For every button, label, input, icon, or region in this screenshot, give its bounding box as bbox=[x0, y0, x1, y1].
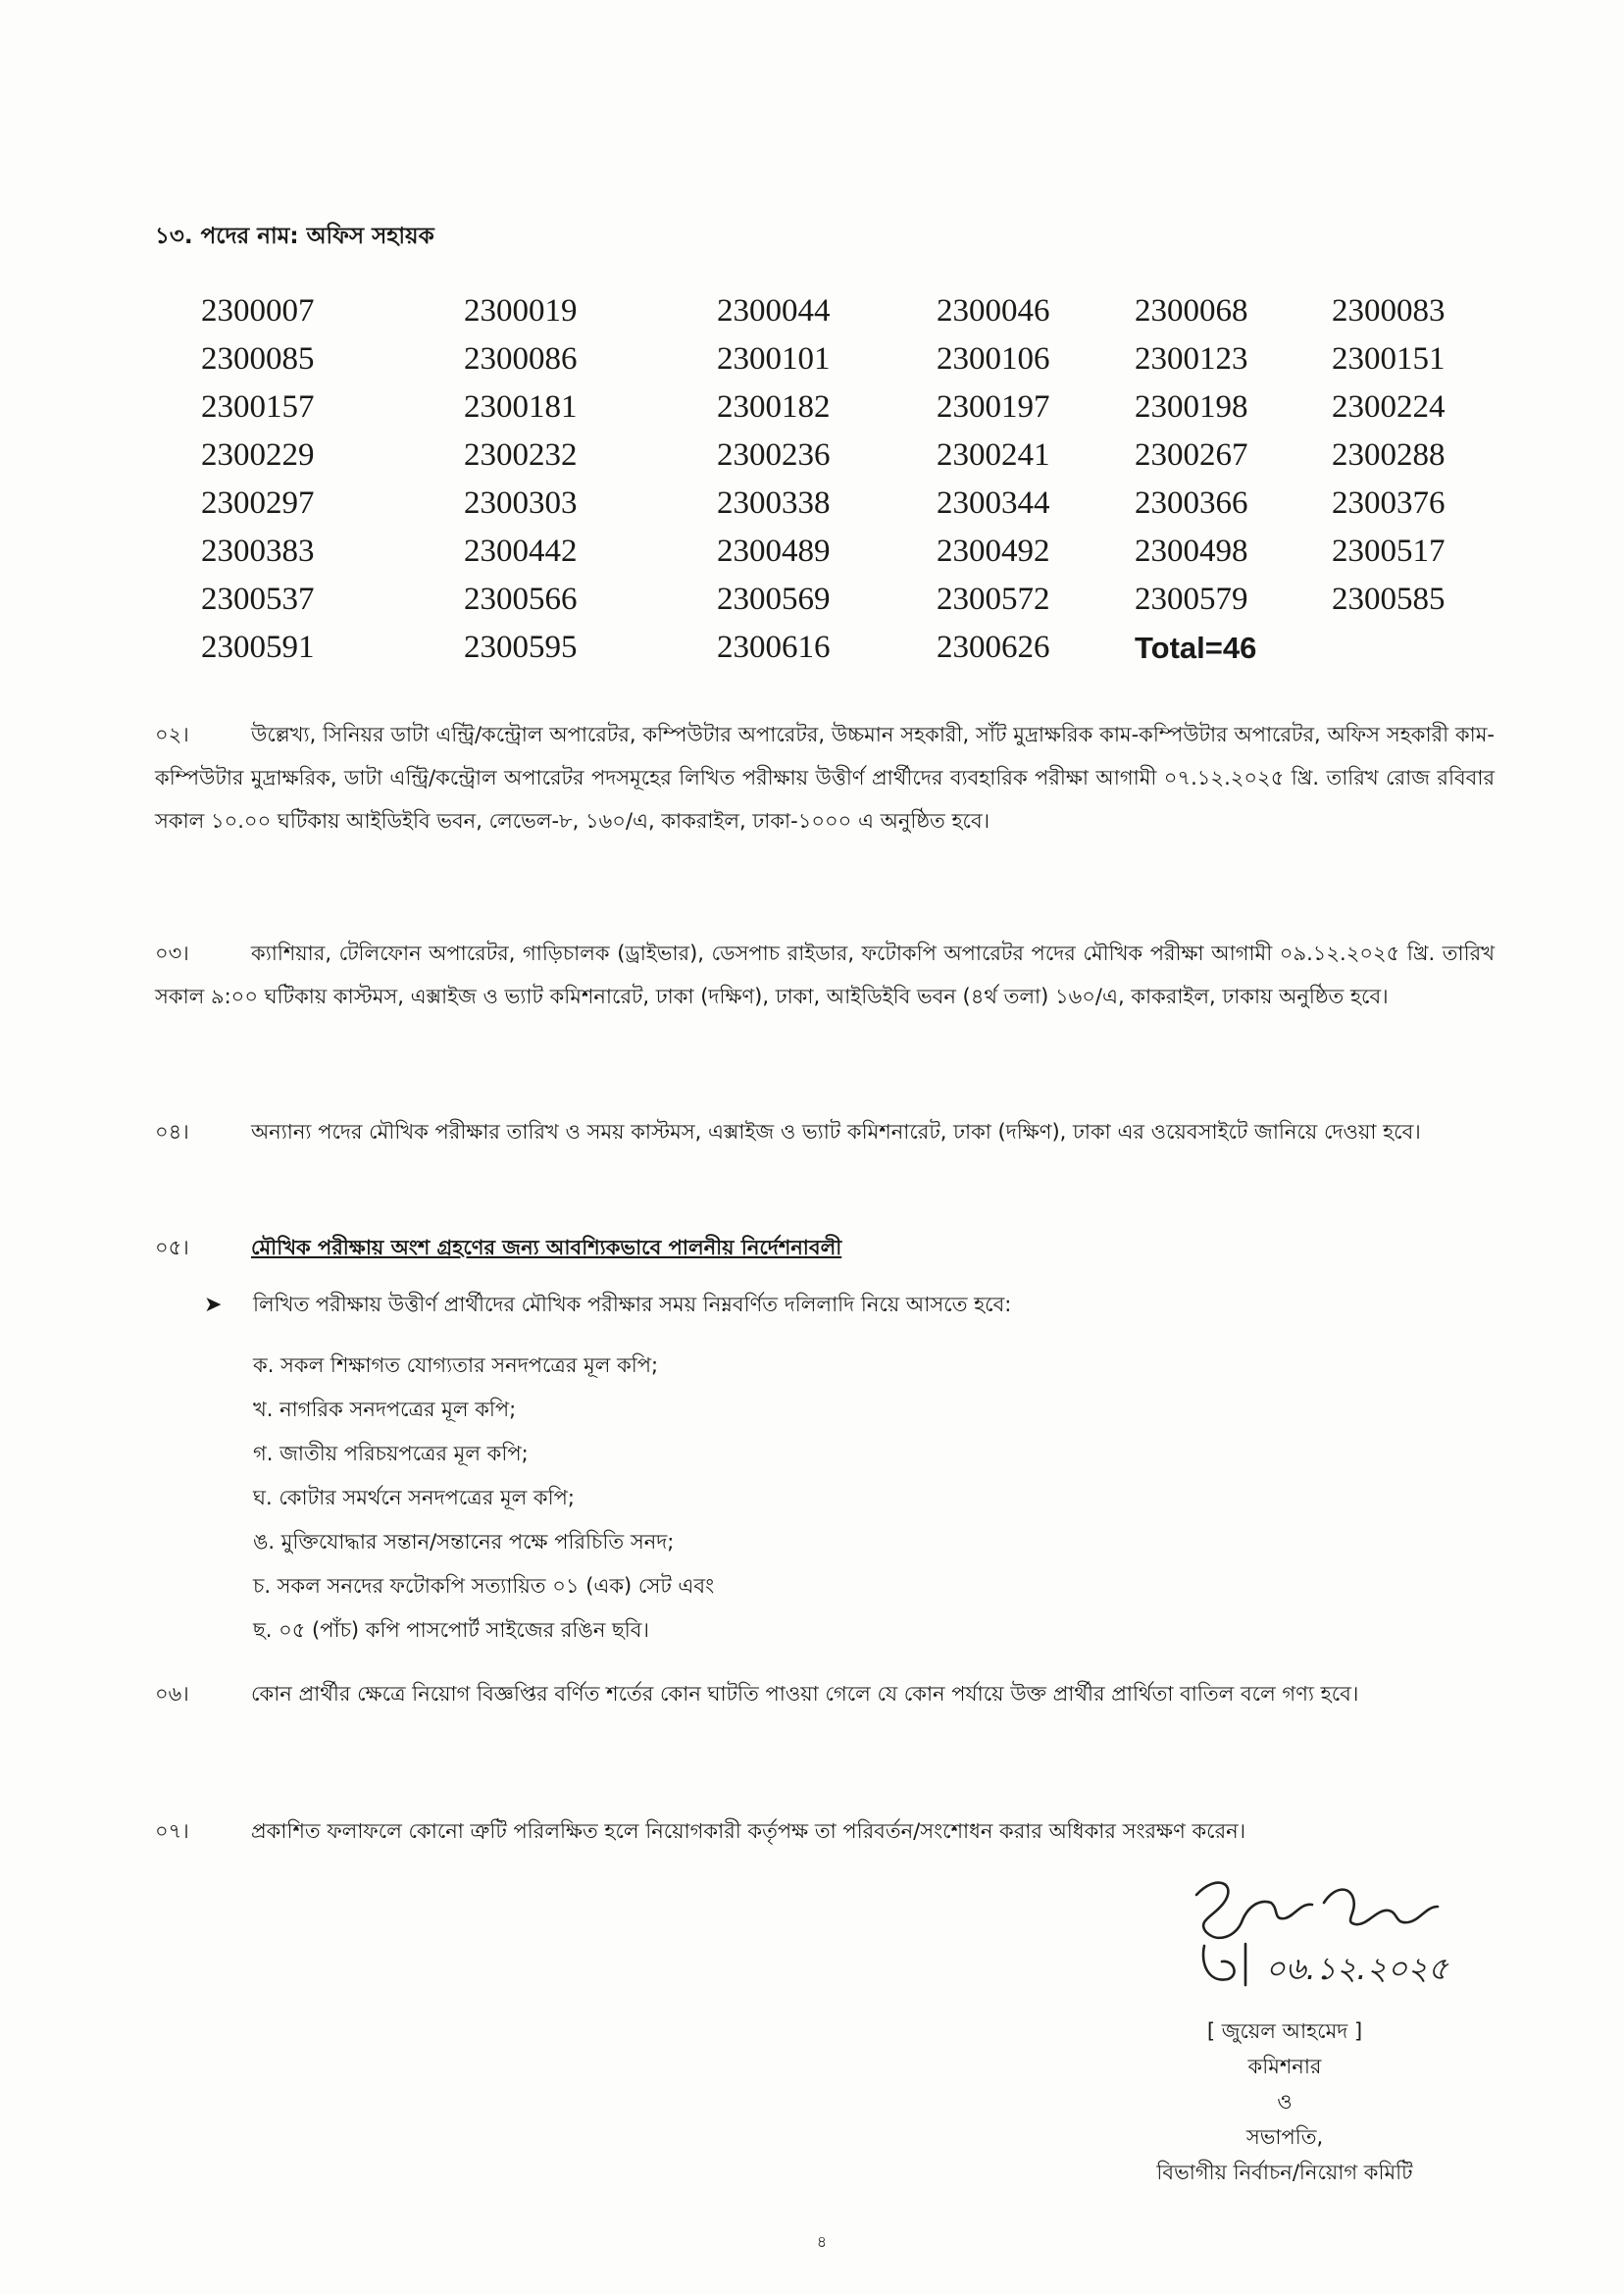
list-item: ঙ. মুক্তিযোদ্ধার সন্তান/সন্তানের পক্ষে পরিচিতি সনদ; bbox=[253, 1530, 675, 1554]
roll-number-cell: 2300083 bbox=[1332, 293, 1446, 329]
roll-number-cell: 2300046 bbox=[937, 293, 1050, 329]
list-item: চ. সকল সনদের ফটোকপি সত্যায়িত ০১ (এক) সেট এবং bbox=[253, 1574, 715, 1598]
paragraph-number: ০২। bbox=[155, 723, 189, 746]
roll-number-cell: 2300197 bbox=[937, 389, 1050, 425]
paragraph-02 bbox=[155, 713, 1495, 842]
roll-number-cell: 2300232 bbox=[464, 437, 578, 473]
roll-number-cell: 2300019 bbox=[464, 293, 578, 329]
roll-number-cell: 2300517 bbox=[1332, 534, 1446, 569]
signatory-name: [ জুয়েল আহমেদ ] bbox=[1206, 2019, 1363, 2043]
table-row bbox=[201, 287, 1498, 335]
roll-number-cell: 2300229 bbox=[201, 437, 315, 473]
roll-number-cell: 2300288 bbox=[1332, 437, 1446, 473]
roll-number-cell: 2300085 bbox=[201, 341, 315, 377]
roll-number-cell: 2300157 bbox=[201, 389, 315, 425]
roll-number-cell: 2300241 bbox=[937, 437, 1050, 473]
bullet-point bbox=[204, 1285, 1011, 1325]
paragraph-text: কোন প্রার্থীর ক্ষেত্রে নিয়োগ বিজ্ঞপ্তির বর্ণিত শর্তের কোন ঘাটতি পাওয়া গেলে যে কোন পর্যায়ে উক্ত প্রার্থীর প্রার্থিতা বাতিল বলে গণ্য হবে। bbox=[251, 1682, 1359, 1706]
signatory-designation: কমিশনার bbox=[1247, 2055, 1322, 2078]
roll-number-cell: 2300489 bbox=[717, 534, 831, 569]
paragraph-number: ০৭। bbox=[155, 1819, 189, 1843]
roll-number-cell: 2300566 bbox=[464, 582, 578, 617]
list-item: ক. সকল শিক্ষাগত যোগ্যতার সনদপত্রের মূল কপি; bbox=[253, 1353, 659, 1377]
roll-number-cell: 2300595 bbox=[464, 630, 578, 665]
roll-number-cell: 2300492 bbox=[937, 534, 1050, 569]
roll-number-cell: 2300068 bbox=[1135, 293, 1248, 329]
roll-number-cell: 2300498 bbox=[1135, 534, 1248, 569]
roll-number-cell: 2300198 bbox=[1135, 389, 1248, 425]
roll-number-cell bbox=[1332, 624, 1498, 672]
roll-number-cell: 2300123 bbox=[1135, 341, 1248, 377]
paragraph-06 bbox=[155, 1672, 1495, 1715]
roll-number-cell: 2300585 bbox=[1332, 582, 1446, 617]
roll-number-cell: 2300626 bbox=[937, 630, 1050, 665]
roll-number-cell: 2300181 bbox=[464, 389, 578, 425]
table-row bbox=[201, 383, 1498, 432]
list-item: ঘ. কোটার সমর্থনে সনদপত্রের মূল কপি; bbox=[253, 1486, 575, 1509]
list-item: ছ. ০৫ (পাঁচ) কপি পাসপোর্ট সাইজের রঙিন ছবি। bbox=[253, 1618, 649, 1642]
roll-number-cell: 2300572 bbox=[937, 582, 1050, 617]
roll-number-cell: 2300106 bbox=[937, 341, 1050, 377]
table-row bbox=[201, 335, 1498, 383]
bullet-text: লিখিত পরীক্ষায় উত্তীর্ণ প্রার্থীদের মৌখিক পরীক্ষার সময় নিম্নবর্ণিত দলিলাদি নিয়ে আসতে হবে: bbox=[253, 1293, 1012, 1316]
signature-stroke bbox=[1324, 1890, 1438, 1925]
signatory-block bbox=[1098, 2014, 1471, 2190]
table-row bbox=[201, 432, 1498, 480]
table-row bbox=[201, 624, 1498, 672]
signatory-conjunction: ও bbox=[1277, 2090, 1293, 2114]
paragraph-text: প্রকাশিত ফলাফলে কোনো ত্রুটি পরিলক্ষিত হলে নিয়োগকারী কর্তৃপক্ষ তা পরিবর্তন/সংশোধন করার অধিকার সংরক্ষণ করেন। bbox=[251, 1819, 1246, 1843]
roll-number-cell: 2300366 bbox=[1135, 485, 1248, 521]
instructions-title: মৌখিক পরীক্ষায় অংশ গ্রহণের জন্য আবশ্যিকভাবে পালনীয় নির্দেশনাবলী bbox=[251, 1236, 842, 1259]
paragraph-number: ০৩। bbox=[155, 942, 189, 965]
roll-number-cell: 2300182 bbox=[717, 389, 831, 425]
signature-stroke bbox=[1196, 1883, 1312, 1938]
paragraph-04 bbox=[155, 1110, 1495, 1153]
table-row bbox=[201, 480, 1498, 528]
roll-number-cell: 2300383 bbox=[201, 534, 315, 569]
signatory-role: সভাপতি, bbox=[1245, 2125, 1324, 2149]
table-row bbox=[201, 576, 1498, 624]
roll-number-cell: 2300338 bbox=[717, 485, 831, 521]
roll-number-cell: 2300297 bbox=[201, 485, 315, 521]
roll-number-cell: 2300044 bbox=[717, 293, 831, 329]
roll-number-cell: 2300224 bbox=[1332, 389, 1446, 425]
required-documents-list bbox=[253, 1344, 714, 1653]
roll-number-cell: 2300303 bbox=[464, 485, 578, 521]
signatory-committee: বিভাগীয় নির্বাচন/নিয়োগ কমিটি bbox=[1156, 2161, 1413, 2184]
arrow-bullet-icon: ➤ bbox=[204, 1293, 223, 1317]
signature-stroke bbox=[1203, 1946, 1235, 1980]
roll-number-cell: 2300569 bbox=[717, 582, 831, 617]
roll-number-cell: 2300591 bbox=[201, 630, 315, 665]
roll-number-cell: 2300236 bbox=[717, 437, 831, 473]
paragraph-text: ক্যাশিয়ার, টেলিফোন অপারেটর, গাড়িচালক (ড্রাইভার), ডেসপাচ রাইডার, ফটোকপি অপারেটর পদের মৌখিক পরীক্ষা আগামী ০৯.১২.২০২৫ খ্রি. তারিখ সকাল ৯:০০ ঘটিকায় কাস্টমস, এক্সাইজ ও ভ্যাট কমিশনারেট, ঢাকা (দক্ষিণ), ঢাকা, আইডিইবি ভবন (৪র্থ তলা) ১৬০/এ, কাকরাইল, ঢাকায় অনুষ্ঠিত হবে। bbox=[155, 942, 1495, 1008]
page-number: ৪ bbox=[816, 2232, 828, 2251]
paragraph-text: অন্যান্য পদের মৌখিক পরীক্ষার তারিখ ও সময় কাস্টমস, এক্সাইজ ও ভ্যাট কমিশনারেট, ঢাকা (দক্ষিণ), ঢাকা এর ওয়েবসাইটে জানিয়ে দেওয়া হবে। bbox=[251, 1120, 1421, 1144]
paragraph-number: ০৪। bbox=[155, 1120, 189, 1144]
paragraph-text: উল্লেখ্য, সিনিয়র ডাটা এন্ট্রি/কন্ট্রোল অপারেটর, কম্পিউটার অপারেটর, উচ্চমান সহকারী, সাঁট মুদ্রাক্ষরিক কাম-কম্পিউটার অপারেটর, অফিস সহকারী কাম-কম্পিউটার মুদ্রাক্ষরিক, ডাটা এন্ট্রি/কন্ট্রোল অপারেটর পদসমূহের লিখিত পরীক্ষায় উত্তীর্ণ প্রার্থীদের ব্যবহারিক পরীক্ষা আগামী ০৭.১২.২০২৫ খ্রি. তারিখ রোজ রবিবার সকাল ১০.০০ ঘটিকায় আইডিইবি ভবন, লেভেল-৮, ১৬০/এ, কাকরাইল, ঢাকা-১০০০ এ অনুষ্ঠিত হবে। bbox=[155, 723, 1495, 833]
roll-number-cell: 2300007 bbox=[201, 293, 315, 329]
roll-number-cell: 2300101 bbox=[717, 341, 831, 377]
roll-number-cell: 2300151 bbox=[1332, 341, 1446, 377]
paragraph-number: ০৫। bbox=[155, 1236, 189, 1259]
roll-number-cell: 2300616 bbox=[717, 630, 831, 665]
roll-number-cell: 2300537 bbox=[201, 582, 315, 617]
handwritten-signature bbox=[1177, 1863, 1530, 2001]
list-item: গ. জাতীয় পরিচয়পত্রের মূল কপি; bbox=[253, 1442, 529, 1465]
roll-number-cell: 2300579 bbox=[1135, 582, 1248, 617]
paragraph-07 bbox=[155, 1810, 1495, 1853]
paragraph-05 bbox=[155, 1226, 1495, 1269]
table-row bbox=[201, 528, 1498, 576]
roll-number-cell: 2300376 bbox=[1332, 485, 1446, 521]
list-item: খ. নাগরিক সনদপত্রের মূল কপি; bbox=[253, 1398, 517, 1421]
post-heading: ১৩. পদের নাম: অফিস সহায়ক bbox=[155, 224, 434, 249]
roll-number-cell: 2300267 bbox=[1135, 437, 1248, 473]
roll-number-cell: Total=46 bbox=[1135, 630, 1257, 665]
roll-number-table bbox=[201, 287, 1498, 672]
roll-number-cell: 2300086 bbox=[464, 341, 578, 377]
roll-number-cell: 2300344 bbox=[937, 485, 1050, 521]
paragraph-03 bbox=[155, 932, 1495, 1018]
paragraph-number: ০৬। bbox=[155, 1682, 189, 1706]
signature-date: ০৬.১২.২০২৫ bbox=[1265, 1950, 1448, 1987]
roll-number-cell: 2300442 bbox=[464, 534, 578, 569]
